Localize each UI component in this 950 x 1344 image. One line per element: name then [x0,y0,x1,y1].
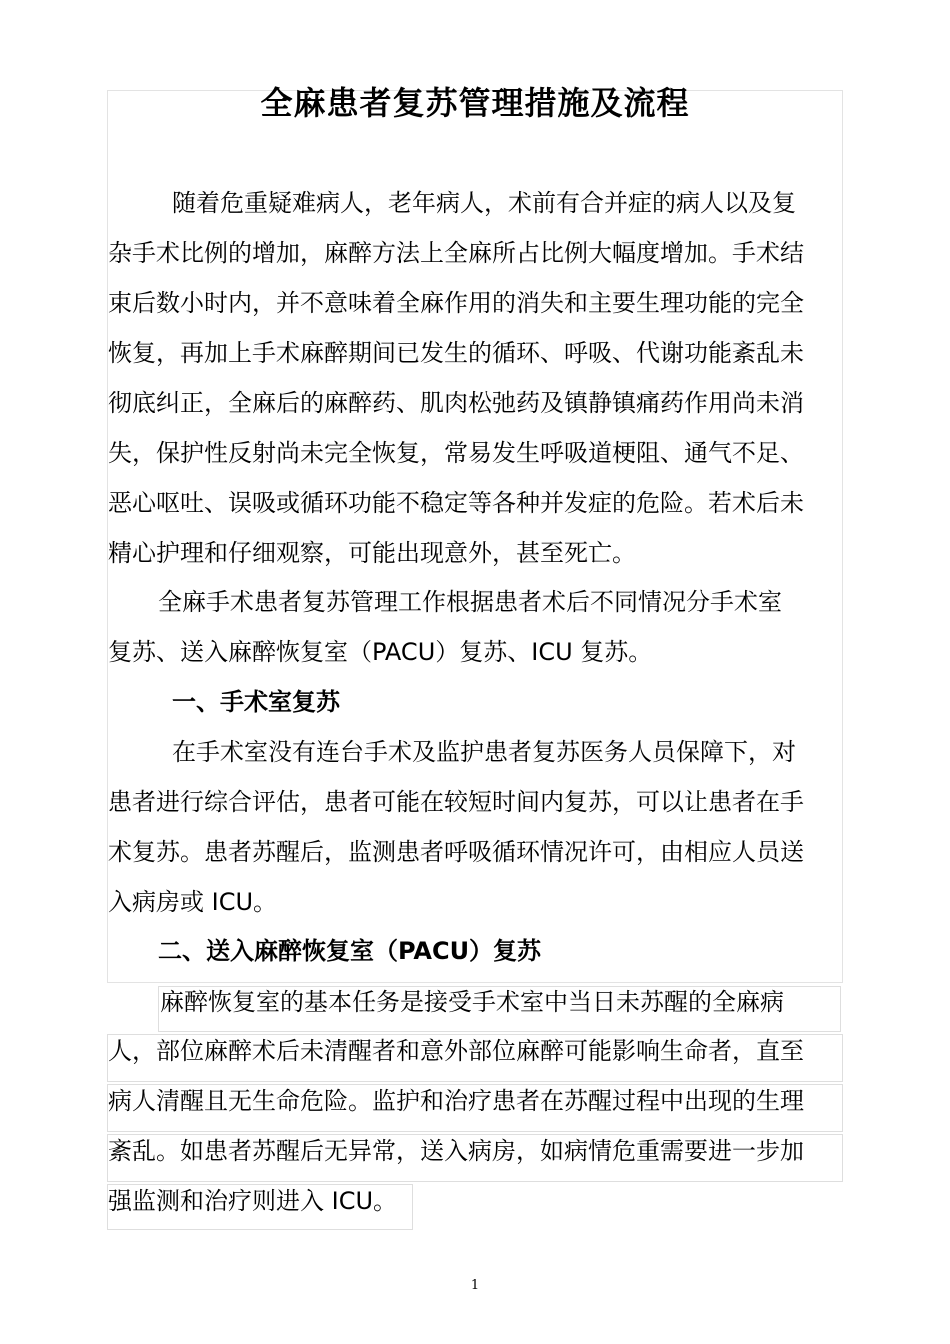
intro-line: 精心护理和仔细观察，可能出现意外，甚至死亡。 [108,539,636,567]
section2-line: 病人清醒且无生命危险。监护和治疗患者在苏醒过程中出现的生理 [108,1087,804,1115]
section2-line: 紊乱。如患者苏醒后无异常，送入病房，如病情危重需要进一步加 [108,1137,804,1165]
overview-line: 复苏、送入麻醉恢复室（PACU）复苏、ICU 复苏。 [108,638,653,666]
intro-line: 杂手术比例的增加，麻醉方法上全麻所占比例大幅度增加。手术结 [108,239,804,267]
section2-line: 强监测和治疗则进入 ICU。 [108,1187,398,1215]
document-title: 全麻患者复苏管理措施及流程 [260,84,690,122]
intro-line: 束后数小时内，并不意味着全麻作用的消失和主要生理功能的完全 [108,289,804,317]
section1-line: 术复苏。患者苏醒后，监测患者呼吸循环情况许可，由相应人员送 [108,838,804,866]
section1-line: 入病房或 ICU。 [108,888,278,916]
intro-line: 随着危重疑难病人，老年病人，术前有合并症的病人以及复 [172,189,796,217]
section1-line: 在手术室没有连台手术及监护患者复苏医务人员保障下，对 [172,738,796,766]
section2-line: 人，部位麻醉术后未清醒者和意外部位麻醉可能影响生命者，直至 [108,1037,804,1065]
section1-heading: 一、手术室复苏 [172,688,340,716]
section1-line: 患者进行综合评估，患者可能在较短时间内复苏，可以让患者在手 [108,788,804,816]
section2-line: 麻醉恢复室的基本任务是接受手术室中当日未苏醒的全麻病 [160,988,784,1016]
page-number: 1 [470,1278,480,1293]
overview-line: 全麻手术患者复苏管理工作根据患者术后不同情况分手术室 [158,588,782,616]
intro-line: 恢复，再加上手术麻醉期间已发生的循环、呼吸、代谢功能紊乱未 [108,339,804,367]
section2-heading: 二、送入麻醉恢复室（PACU）复苏 [158,937,542,965]
intro-line: 恶心呕吐、误吸或循环功能不稳定等各种并发症的危险。若术后未 [108,489,804,517]
intro-line: 失，保护性反射尚未完全恢复，常易发生呼吸道梗阻、通气不足、 [108,439,804,467]
intro-line: 彻底纠正，全麻后的麻醉药、肌肉松弛药及镇静镇痛药作用尚未消 [108,389,804,417]
